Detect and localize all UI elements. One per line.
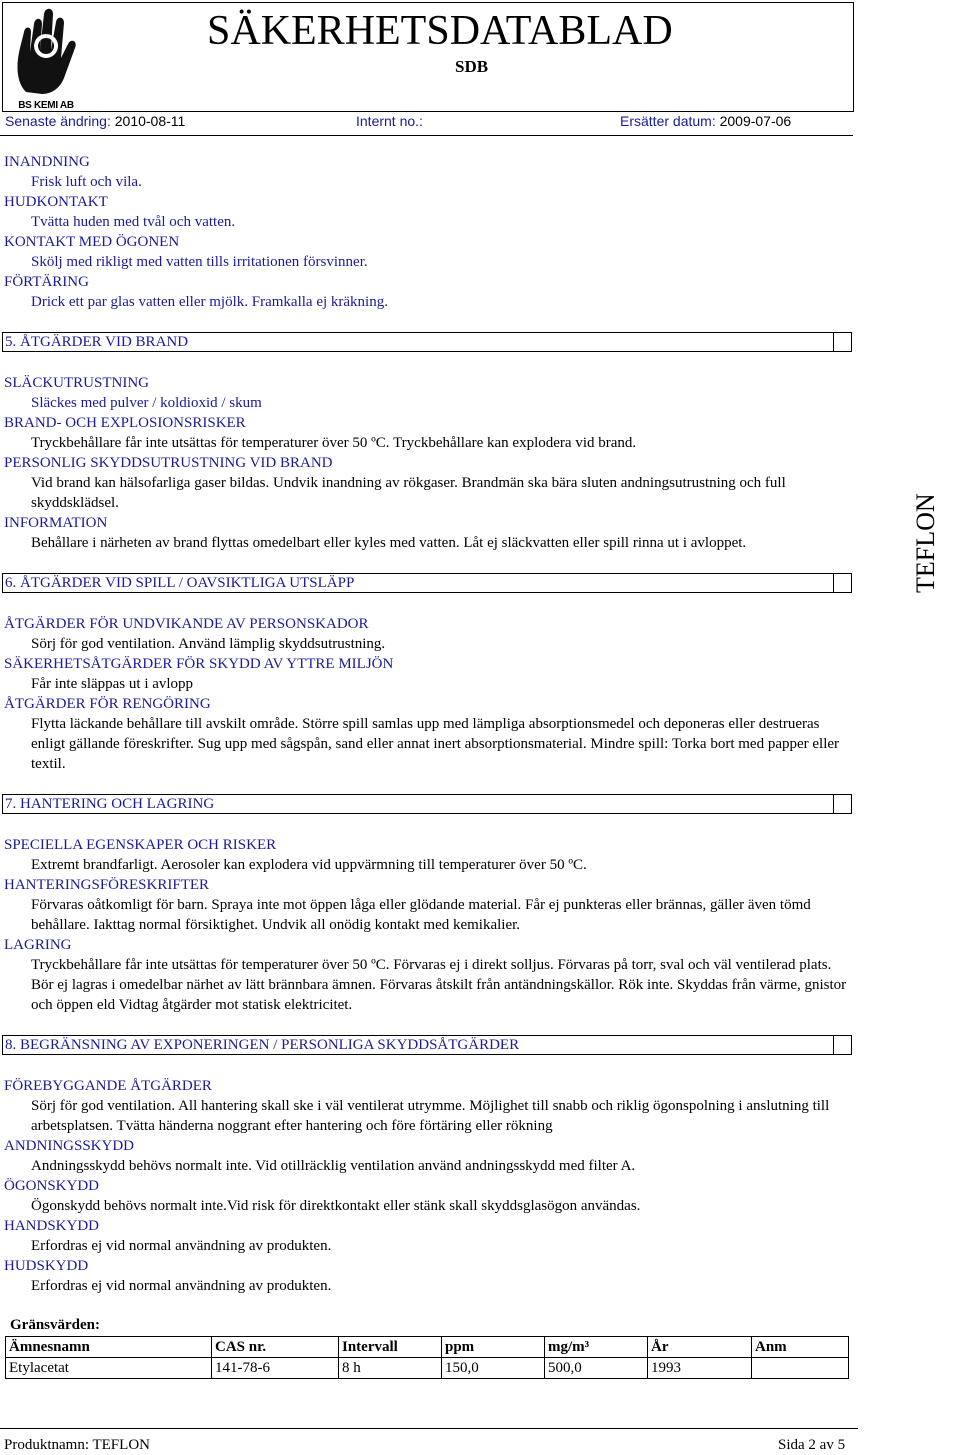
first-aid-heading: KONTAKT MED ÖGONEN: [4, 234, 180, 250]
replaces-label: Ersätter datum:: [620, 113, 716, 129]
section-5-text: Behållare i närheten av brand flyttas omedelbart eller kyles med vatten. Låt ej släckvatten eller spill rinna ut i avloppet.: [31, 535, 747, 551]
section-8-subheading: ANDNINGSSKYDD: [4, 1138, 135, 1154]
section-7-subheading: SPECIELLA EGENSKAPER OCH RISKER: [4, 837, 277, 853]
section-7-subheading: HANTERINGSFÖRESKRIFTER: [4, 877, 210, 893]
column-header: Anm: [752, 1337, 849, 1358]
first-aid-text: Tvätta huden med tvål och vatten.: [31, 214, 236, 230]
header-divider: [0, 135, 853, 136]
section-5-subheading: INFORMATION: [4, 515, 108, 531]
section-8-header: [2, 1035, 852, 1055]
section-8-text: Erfordras ej vid normal användning av produkten.: [31, 1278, 332, 1294]
footer-product: [4, 1435, 150, 1455]
section-5-header: [2, 332, 852, 352]
column-header: CAS nr.: [212, 1337, 339, 1358]
product-side-label: TEFLON: [911, 493, 940, 593]
last-change-label: Senaste ändring:: [5, 113, 111, 129]
logo-text: BS KEMI AB: [18, 100, 74, 111]
limit-values-label: Gränsvärden:: [10, 1317, 100, 1333]
section-8-text: Sörj för god ventilation. All hantering skall ske i väl ventilerat utrymme. Möjlighet till snabb och riklig ögonspolning i anslutning till arbetsplatsen. Tvätta händerna noggrant efter hantering och före förtäring eller rökning: [31, 1098, 830, 1134]
section-6-box: [833, 573, 851, 593]
table-cell: Etylacetat: [6, 1358, 212, 1379]
internal-no: [356, 113, 423, 129]
section-8-text: Ögonskydd behövs normalt inte.Vid risk för direktkontakt eller stänk skall skyddsglasögon användas.: [31, 1198, 641, 1214]
table-cell: 1993: [648, 1358, 752, 1379]
first-aid-text: Frisk luft och vila.: [31, 174, 142, 190]
section-5-text: Tryckbehållare får inte utsättas för temperaturer över 50 ºC. Tryckbehållare kan explodera vid brand.: [31, 435, 637, 451]
column-header: År: [648, 1337, 752, 1358]
footer-product-name: TEFLON: [92, 1437, 150, 1453]
company-logo: [6, 4, 86, 111]
table-cell: [752, 1358, 849, 1379]
column-header: ppm: [442, 1337, 545, 1358]
section-5-text: Släckes med pulver / koldioxid / skum: [31, 395, 262, 411]
replaces-date: [620, 113, 791, 129]
replaces-value: 2009-07-06: [719, 113, 792, 129]
footer-product-label: Produktnamn:: [4, 1437, 89, 1453]
internal-no-label: Internt no.:: [356, 113, 423, 129]
section-6-text: Får inte släppas ut i avlopp: [31, 676, 194, 692]
section-8-subheading: ÖGONSKYDD: [4, 1178, 100, 1194]
section-6-header: [2, 573, 852, 593]
section-8-title: 8. BEGRÄNSNING AV EXPONERINGEN / PERSONLIGA SKYDDSÅTGÄRDER: [5, 1037, 520, 1053]
last-change: [5, 113, 185, 129]
section-6-title: 6. ÅTGÄRDER VID SPILL / OAVSIKTLIGA UTSLÄPP: [5, 575, 355, 591]
section-5-subheading: SLÄCKUTRUSTNING: [4, 375, 150, 391]
first-aid-heading: INANDNING: [4, 154, 90, 170]
first-aid-heading: HUDKONTAKT: [4, 194, 108, 210]
footer-divider: [0, 1428, 858, 1429]
column-header: mg/m³: [545, 1337, 648, 1358]
table-cell: 141-78-6: [212, 1358, 339, 1379]
column-header: Ämnesnamn: [6, 1337, 212, 1358]
last-change-value: 2010-08-11: [114, 113, 186, 129]
section-7-title: 7. HANTERING OCH LAGRING: [5, 796, 215, 812]
table-cell: 150,0: [442, 1358, 545, 1379]
section-8-subheading: HUDSKYDD: [4, 1258, 89, 1274]
section-6-subheading: ÅTGÄRDER FÖR UNDVIKANDE AV PERSONSKADOR: [4, 616, 369, 632]
column-header: Intervall: [339, 1337, 442, 1358]
section-6-text: Flytta läckande behållare till avskilt område. Större spill samlas upp med lämpliga absorptionsmedel och deponeras eller destrueras enligt gällande föreskrifter. Sug upp med sågspån, sand eller annat inert absorptionsmaterial. Mindre spill: Torka bort med papper eller textil.: [31, 716, 840, 772]
footer-page-number: Sida 2 av 5: [778, 1437, 846, 1453]
section-7-header: [2, 794, 852, 814]
document-title: SÄKERHETSDATABLAD: [207, 8, 673, 54]
first-aid-heading: FÖRTÄRING: [4, 274, 89, 290]
section-5-title: 5. ÅTGÄRDER VID BRAND: [5, 334, 189, 350]
section-5-box: [833, 332, 851, 352]
first-aid-text: Drick ett par glas vatten eller mjölk. Framkalla ej kräkning.: [31, 294, 388, 310]
section-7-box: [833, 794, 851, 814]
first-aid-text: Skölj med rikligt med vatten tills irritationen försvinner.: [31, 254, 368, 270]
limit-values-table: [5, 1336, 849, 1379]
hand-logo-icon: [6, 4, 86, 102]
section-8-text: Andningsskydd behövs normalt inte. Vid otillräcklig ventilation använd andningsskydd med filter A.: [31, 1158, 636, 1174]
table-cell: 500,0: [545, 1358, 648, 1379]
section-7-text: Tryckbehållare får inte utsättas för temperaturer över 50 ºC. Förvaras ej i direkt solljus. Förvaras på torr, sval och väl ventilerad plats. Bör ej lagras i omedelbar närhet av lätt brännbara ämnen. Förvaras åtskilt från antändningskällor. Rök inte. Skyddas från värme, gnistor och öppen eld Vidtag åtgärder mot statisk elektricitet.: [31, 957, 847, 1013]
section-6-subheading: ÅTGÄRDER FÖR RENGÖRING: [4, 696, 211, 712]
section-8-box: [833, 1035, 851, 1055]
document-subtitle: SDB: [455, 57, 489, 76]
section-7-text: Extremt brandfarligt. Aerosoler kan explodera vid uppvärmning till temperaturer över 50 ºC.: [31, 857, 587, 873]
section-6-subheading: SÄKERHETSÅTGÄRDER FÖR SKYDD AV YTTRE MILJÖN: [4, 656, 394, 672]
table-cell: 8 h: [339, 1358, 442, 1379]
table-row: [6, 1358, 849, 1379]
section-5-subheading: BRAND- OCH EXPLOSIONSRISKER: [4, 415, 246, 431]
section-6-text: Sörj för god ventilation. Använd lämplig skyddsutrustning.: [31, 636, 386, 652]
section-8-subheading: FÖREBYGGANDE ÅTGÄRDER: [4, 1078, 212, 1094]
section-8-text: Erfordras ej vid normal användning av produkten.: [31, 1238, 332, 1254]
section-7-subheading: LAGRING: [4, 937, 72, 953]
section-7-text: Förvaras oåtkomligt för barn. Spraya inte mot öppen låga eller glödande material. Får ej punkteras eller brännas, gäller även tömd behållare. Iakttag normal försiktighet. Undvik all onödig kontakt med kemikalier.: [31, 897, 811, 933]
section-8-subheading: HANDSKYDD: [4, 1218, 100, 1234]
table-header-row: [6, 1337, 849, 1358]
section-5-subheading: PERSONLIG SKYDDSUTRUSTNING VID BRAND: [4, 455, 333, 471]
section-5-text: Vid brand kan hälsofarliga gaser bildas. Undvik inandning av rökgaser. Brandmän ska bära sluten andningsutrustning och full skyddsklädsel.: [31, 475, 786, 511]
